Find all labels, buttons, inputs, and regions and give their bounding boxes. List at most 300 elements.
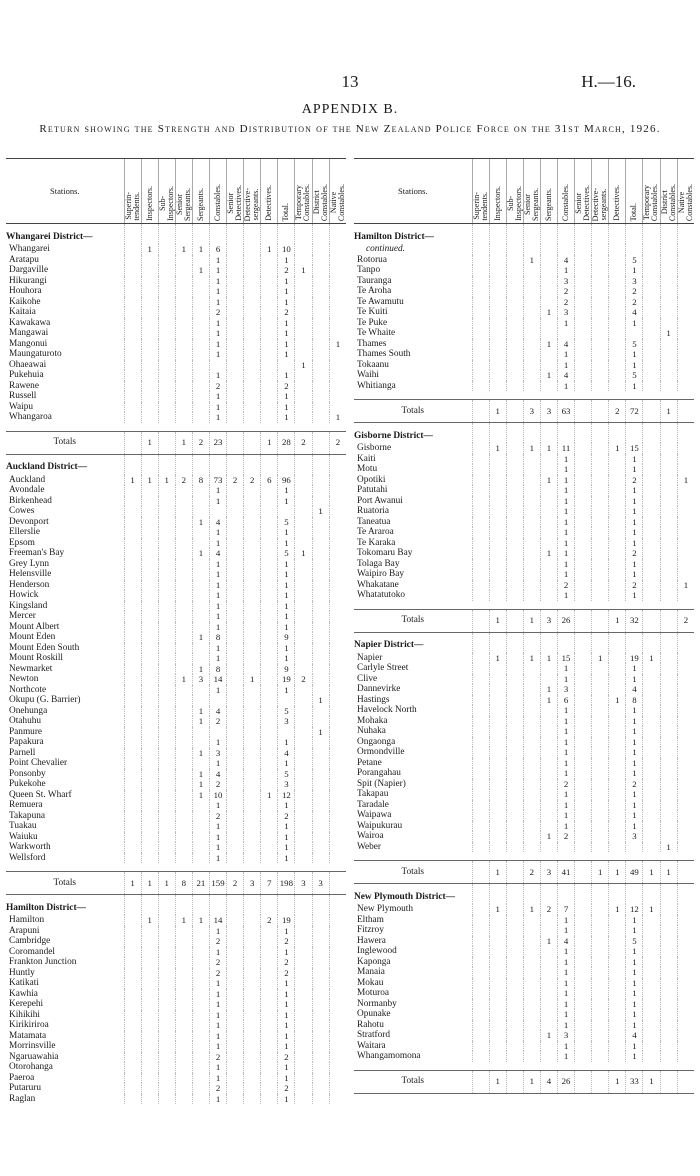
value-cell (192, 1052, 209, 1063)
value-cell: 1 (557, 1041, 574, 1052)
value-cell (592, 705, 609, 716)
value-cell (472, 559, 489, 570)
value-cell (329, 496, 346, 507)
value-cell (643, 821, 660, 832)
value-cell (329, 276, 346, 287)
value-cell (575, 726, 592, 737)
value-cell (295, 286, 312, 297)
value-cell (575, 443, 592, 454)
value-cell (329, 391, 346, 402)
value-cell (609, 674, 626, 685)
value-cell (329, 454, 346, 475)
value-cell (312, 716, 329, 727)
value-cell (540, 224, 557, 245)
value-cell (124, 339, 141, 350)
value-cell (244, 936, 261, 947)
value-cell (261, 381, 278, 392)
value-cell: 1 (557, 506, 574, 517)
value-cell (660, 936, 677, 947)
value-cell (295, 643, 312, 654)
value-cell (329, 779, 346, 790)
value-cell (472, 831, 489, 842)
table-row (354, 978, 694, 989)
value-cell: 1 (523, 609, 540, 632)
station-name: Inglewood (357, 946, 397, 956)
value-cell (609, 1030, 626, 1041)
value-cell (472, 339, 489, 350)
value-cell (244, 601, 261, 612)
value-cell (244, 402, 261, 413)
value-cell (329, 1020, 346, 1031)
value-cell (557, 884, 574, 905)
value-cell (677, 768, 694, 779)
value-cell: 1 (209, 402, 226, 413)
value-cell (175, 318, 192, 329)
station-name: Rawene (9, 380, 39, 391)
value-cell (192, 685, 209, 696)
table-row (354, 747, 694, 758)
value-cell (227, 811, 244, 822)
value-cell (141, 999, 158, 1010)
value-cell: 1 (626, 485, 643, 496)
value-cell (592, 569, 609, 580)
value-cell (158, 999, 175, 1010)
value-cell (244, 506, 261, 517)
value-cell: 3 (557, 684, 574, 695)
value-cell (660, 255, 677, 266)
value-cell (295, 737, 312, 748)
value-cell (677, 286, 694, 297)
value-cell: 1 (557, 360, 574, 371)
value-cell (244, 611, 261, 622)
station-name: Ellerslie (9, 527, 40, 537)
value-cell (295, 821, 312, 832)
value-cell (489, 967, 506, 978)
value-cell (141, 622, 158, 633)
value-cell: 1 (192, 779, 209, 790)
value-cell (329, 872, 346, 895)
value-cell (329, 318, 346, 329)
value-cell (227, 255, 244, 266)
value-cell: 6 (209, 244, 226, 255)
value-cell: 2 (626, 297, 643, 308)
value-cell: 26 (557, 609, 574, 632)
table-row (354, 307, 694, 318)
value-cell (261, 716, 278, 727)
value-cell (227, 297, 244, 308)
value-cell (175, 989, 192, 1000)
station-name: Pukekohe (9, 779, 46, 789)
station-name: Cambridge (9, 936, 51, 946)
value-cell (643, 663, 660, 674)
table-row (354, 758, 694, 769)
value-cell (158, 506, 175, 517)
value-cell (643, 339, 660, 350)
table-row (6, 1020, 346, 1031)
column-header-label: Native Constables. (676, 183, 694, 221)
station-name: Coromandel (9, 946, 55, 957)
value-cell (295, 936, 312, 947)
value-cell: 1 (626, 915, 643, 926)
station-name: Dannevirke (357, 684, 401, 694)
value-cell (660, 674, 677, 685)
station-name: Mohaka (357, 715, 388, 726)
value-cell (244, 695, 261, 706)
value-cell (609, 286, 626, 297)
value-cell (312, 685, 329, 696)
value-cell (141, 853, 158, 864)
value-cell: 1 (209, 978, 226, 989)
station-name: Cowes (9, 506, 35, 516)
table-row (6, 559, 346, 570)
value-cell (540, 726, 557, 737)
value-cell (312, 328, 329, 339)
value-cell: 1 (209, 800, 226, 811)
value-cell (227, 527, 244, 538)
value-cell (227, 758, 244, 769)
value-cell: 1 (278, 527, 295, 538)
value-cell (329, 349, 346, 360)
value-cell: 14 (209, 915, 226, 926)
value-cell: 1 (626, 527, 643, 538)
table-row (6, 601, 346, 612)
value-cell (592, 758, 609, 769)
value-cell (643, 506, 660, 517)
value-cell (575, 506, 592, 517)
value-cell (609, 842, 626, 853)
totals-row (354, 609, 694, 632)
value-cell (158, 276, 175, 287)
value-cell: 1 (278, 412, 295, 423)
value-cell (158, 265, 175, 276)
value-cell: 1 (626, 506, 643, 517)
value-cell (295, 947, 312, 958)
value-cell (312, 527, 329, 538)
value-cell (124, 580, 141, 591)
value-cell (124, 748, 141, 759)
value-cell: 10 (278, 244, 295, 255)
value-cell (158, 821, 175, 832)
value-cell: 1 (278, 402, 295, 413)
value-cell (312, 1041, 329, 1052)
value-cell (523, 779, 540, 790)
value-cell: 1 (557, 590, 574, 601)
value-cell (192, 611, 209, 622)
value-cell (227, 643, 244, 654)
value-cell (489, 255, 506, 266)
station-name: Dargaville (9, 265, 49, 275)
value-cell (540, 1020, 557, 1031)
left-table (6, 158, 346, 1104)
value-cell (158, 748, 175, 759)
value-cell (489, 224, 506, 245)
value-cell (124, 915, 141, 926)
value-cell: 1 (278, 737, 295, 748)
value-cell (506, 590, 523, 601)
value-cell (261, 485, 278, 496)
value-cell (175, 1010, 192, 1021)
station-name: Porangahau (357, 768, 401, 778)
value-cell: 1 (209, 276, 226, 287)
value-cell (124, 538, 141, 549)
value-cell (677, 485, 694, 496)
value-cell (472, 328, 489, 339)
value-cell: 1 (278, 1062, 295, 1073)
value-cell (141, 748, 158, 759)
value-cell (209, 360, 226, 371)
value-cell (523, 737, 540, 748)
value-cell (295, 276, 312, 287)
value-cell (312, 286, 329, 297)
value-cell (575, 716, 592, 727)
value-cell (523, 485, 540, 496)
value-cell (677, 538, 694, 549)
value-cell: 1 (626, 265, 643, 276)
value-cell (124, 1094, 141, 1105)
value-cell (575, 297, 592, 308)
value-cell (660, 538, 677, 549)
value-cell (540, 318, 557, 329)
value-cell (677, 653, 694, 664)
value-cell (192, 936, 209, 947)
value-cell (660, 265, 677, 276)
value-cell (244, 265, 261, 276)
value-cell (329, 506, 346, 517)
column-header-label: Detective- sergeants. (591, 187, 609, 221)
value-cell (244, 1031, 261, 1042)
value-cell: 3 (312, 872, 329, 895)
value-cell (175, 800, 192, 811)
value-cell (124, 318, 141, 329)
value-cell (244, 412, 261, 423)
value-cell: 1 (192, 244, 209, 255)
value-cell (677, 632, 694, 653)
value-cell: 63 (557, 400, 574, 423)
table-row (354, 821, 694, 832)
value-cell (643, 517, 660, 528)
table-row (6, 265, 346, 276)
value-cell (523, 580, 540, 591)
value-cell (592, 464, 609, 475)
value-cell (592, 821, 609, 832)
value-cell (643, 485, 660, 496)
value-cell (575, 381, 592, 392)
value-cell: 5 (626, 370, 643, 381)
value-cell (244, 895, 261, 916)
page-number: 13 (341, 72, 359, 91)
value-cell (141, 601, 158, 612)
value-cell (540, 967, 557, 978)
value-cell (506, 925, 523, 936)
value-cell (609, 758, 626, 769)
value-cell: 1 (175, 915, 192, 926)
table-row (6, 999, 346, 1010)
value-cell (506, 224, 523, 245)
value-cell (489, 506, 506, 517)
value-cell: 1 (209, 601, 226, 612)
value-cell: 8 (175, 872, 192, 895)
value-cell (192, 947, 209, 958)
value-cell (489, 831, 506, 842)
value-cell (575, 915, 592, 926)
value-cell (677, 695, 694, 706)
value-cell: 1 (278, 853, 295, 864)
value-cell (329, 685, 346, 696)
station-name: Henderson (9, 579, 50, 590)
value-cell (609, 244, 626, 255)
value-cell (489, 370, 506, 381)
value-cell (506, 307, 523, 318)
value-cell: 72 (626, 400, 643, 423)
value-cell (609, 768, 626, 779)
value-cell (575, 758, 592, 769)
value-cell (141, 370, 158, 381)
value-cell (158, 632, 175, 643)
station-name: Pukehuia (9, 370, 44, 380)
value-cell (295, 1010, 312, 1021)
value-cell (192, 580, 209, 591)
station-name: Mount Roskill (9, 653, 63, 663)
value-cell (175, 485, 192, 496)
value-cell (124, 643, 141, 654)
value-cell: 1 (141, 475, 158, 486)
value-cell (244, 349, 261, 360)
value-cell: 49 (626, 861, 643, 884)
value-cell: 1 (523, 443, 540, 454)
value-cell (489, 517, 506, 528)
value-cell (227, 548, 244, 559)
value-cell (244, 538, 261, 549)
totals-row (6, 872, 346, 895)
value-cell (175, 1094, 192, 1105)
column-header-label: Detective- sergeants. (243, 187, 261, 221)
station-name: Taneatua (357, 516, 391, 527)
station-name: Thames South (357, 349, 411, 359)
value-cell (124, 548, 141, 559)
value-cell (124, 611, 141, 622)
station-name: Weber (357, 841, 382, 852)
value-cell (506, 1030, 523, 1041)
value-cell (506, 779, 523, 790)
value-cell: 1 (278, 842, 295, 853)
value-cell (643, 684, 660, 695)
value-cell (192, 978, 209, 989)
value-cell (540, 821, 557, 832)
value-cell (141, 1031, 158, 1042)
value-cell (472, 925, 489, 936)
totals-row (6, 431, 346, 454)
value-cell: 14 (209, 674, 226, 685)
value-cell (261, 276, 278, 287)
value-cell (472, 297, 489, 308)
value-cell (312, 244, 329, 255)
value-cell (227, 1031, 244, 1042)
value-cell (295, 307, 312, 318)
value-cell (643, 946, 660, 957)
station-name: Waipawa (357, 810, 392, 820)
value-cell: 1 (626, 768, 643, 779)
column-header-label: Detectives. (264, 185, 274, 221)
value-cell (677, 590, 694, 601)
table-row (354, 265, 694, 276)
value-cell (592, 726, 609, 737)
value-cell (489, 381, 506, 392)
table-row (354, 946, 694, 957)
value-cell (244, 957, 261, 968)
value-cell (523, 1051, 540, 1062)
value-cell (523, 265, 540, 276)
value-cell (523, 276, 540, 287)
value-cell (660, 884, 677, 905)
table-row (354, 789, 694, 800)
value-cell: 1 (626, 988, 643, 999)
value-cell (557, 632, 574, 653)
value-cell (506, 674, 523, 685)
table-row (354, 255, 694, 266)
value-cell (244, 632, 261, 643)
table-row (6, 496, 346, 507)
table-row (6, 1062, 346, 1073)
value-cell (575, 1051, 592, 1062)
value-cell (261, 590, 278, 601)
station-name: Ruatoria (357, 506, 390, 516)
value-cell: 3 (540, 609, 557, 632)
value-cell (192, 1083, 209, 1094)
value-cell (329, 957, 346, 968)
left-column-header (227, 159, 244, 224)
value-cell (489, 821, 506, 832)
value-cell (660, 318, 677, 329)
value-cell: 1 (329, 412, 346, 423)
value-cell (660, 726, 677, 737)
value-cell (643, 307, 660, 318)
value-cell (295, 485, 312, 496)
table-row (6, 286, 346, 297)
value-cell (472, 244, 489, 255)
value-cell: 1 (626, 349, 643, 360)
value-cell (329, 821, 346, 832)
value-cell: 2 (209, 811, 226, 822)
value-cell (643, 758, 660, 769)
value-cell (141, 276, 158, 287)
value-cell (175, 1041, 192, 1052)
value-cell (575, 276, 592, 287)
value-cell (244, 590, 261, 601)
value-cell (124, 402, 141, 413)
value-cell: 7 (261, 872, 278, 895)
value-cell (677, 936, 694, 947)
value-cell (575, 936, 592, 947)
value-cell (592, 276, 609, 287)
value-cell (192, 601, 209, 612)
value-cell (472, 506, 489, 517)
value-cell (643, 318, 660, 329)
station-name: Russell (9, 391, 37, 401)
value-cell (158, 926, 175, 937)
value-cell: 1 (192, 748, 209, 759)
value-cell (192, 349, 209, 360)
value-cell (329, 255, 346, 266)
value-cell (261, 758, 278, 769)
value-cell: 1 (192, 706, 209, 717)
value-cell (506, 255, 523, 266)
value-cell (472, 999, 489, 1010)
value-cell (261, 1031, 278, 1042)
value-cell: 1 (278, 622, 295, 633)
value-cell (141, 685, 158, 696)
value-cell (227, 590, 244, 601)
value-cell (506, 695, 523, 706)
